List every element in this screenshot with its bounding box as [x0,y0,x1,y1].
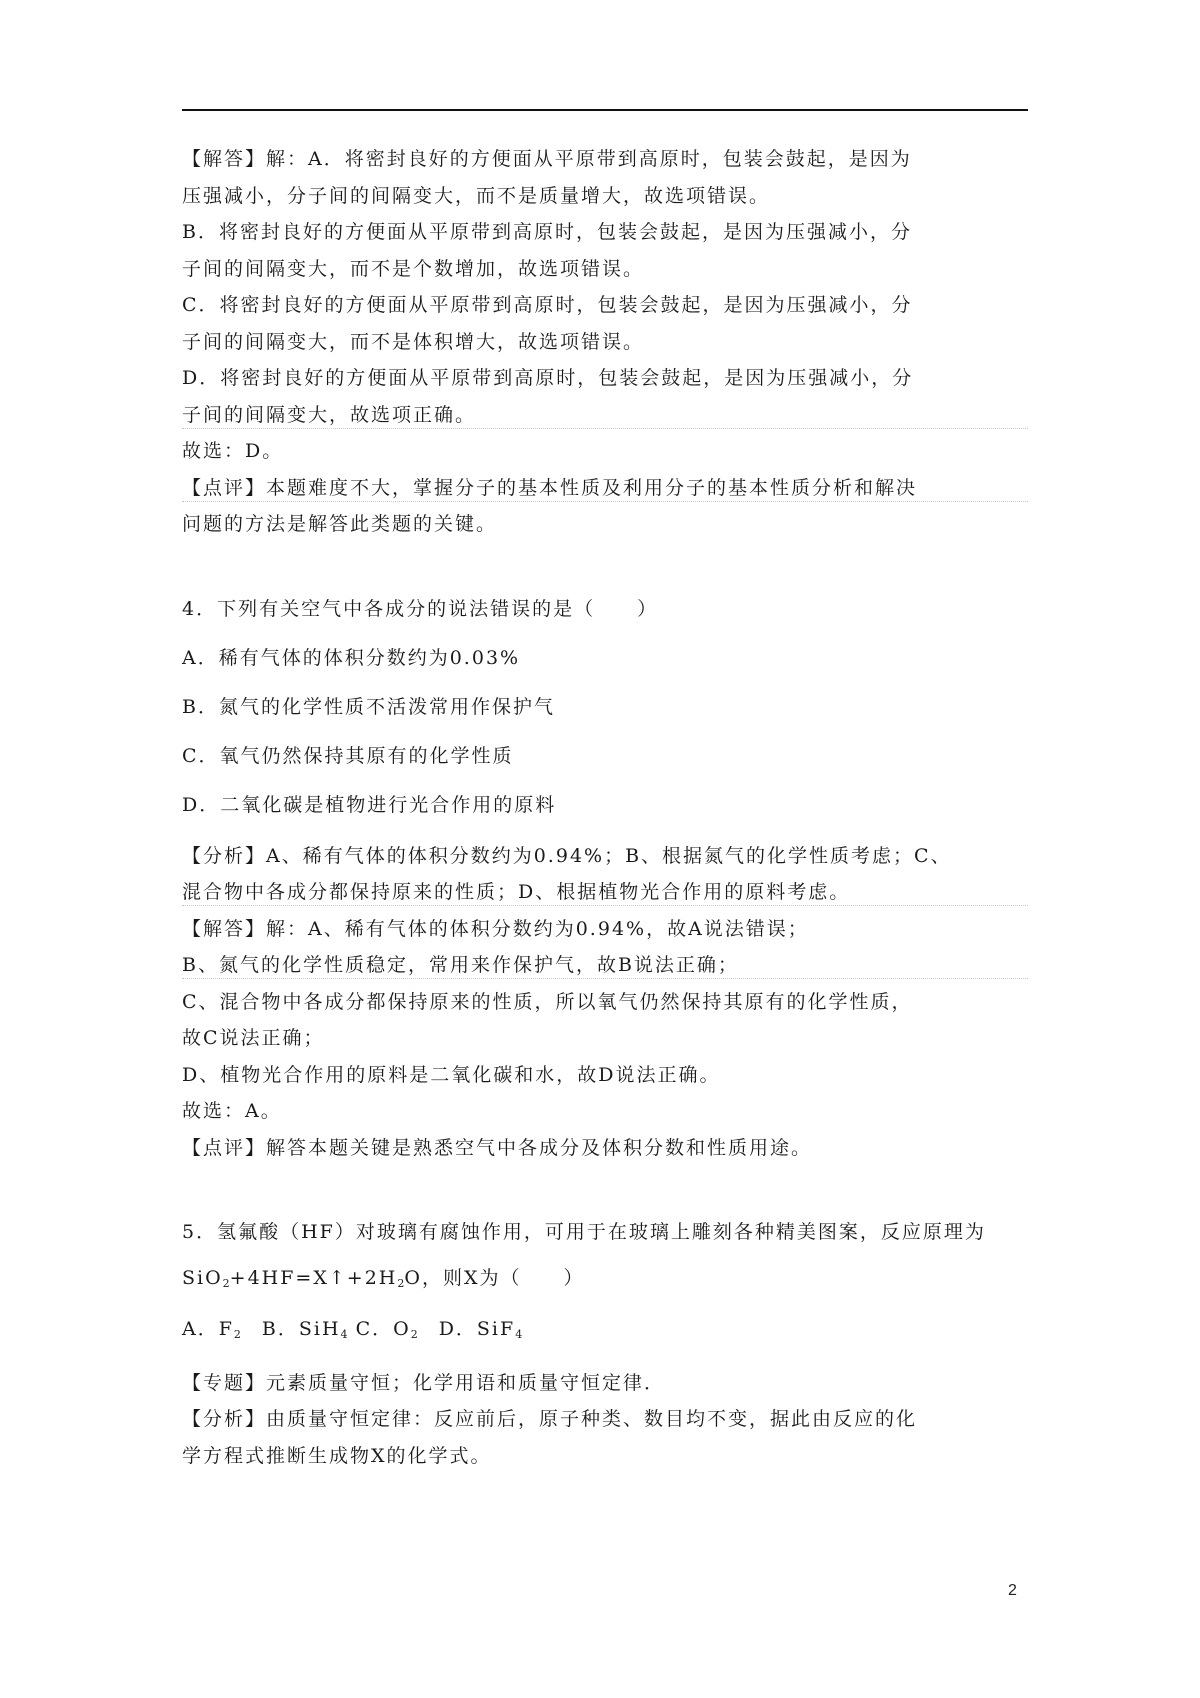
text-line: B．将密封良好的方便面从平原带到高原时，包装会鼓起，是因为压强减小，分 [182,221,912,243]
q5-equation-line: $SiO_2+4HF=X↑+2H_2O$，则X为（ ） [182,1267,585,1290]
option-d: D．SiF$_4$ [417,1318,523,1341]
option-a: A．$F_2$ [182,1318,241,1341]
text-line: C．氧气仍然保持其原有的化学性质 [182,745,514,767]
page-number: 2 [1008,1582,1017,1599]
text-line: A．稀有气体的体积分数约为0.03% [182,647,521,669]
text-line: 学方程式推断生成物X的化学式。 [182,1445,492,1467]
option-c: C．$O_2$ [347,1318,418,1341]
text-line: 子间的间隔变大，而不是体积增大，故选项错误。 [182,331,645,353]
text-line: 【解答】解：A、稀有气体的体积分数约为0.94%，故A说法错误； [182,918,809,940]
text-line: 子间的间隔变大，而不是个数增加，故选项错误。 [182,258,645,280]
text-line: 【解答】解：A．将密封良好的方便面从平原带到高原时，包装会鼓起，是因为 [182,148,912,170]
text-line: C、混合物中各成分都保持原来的性质，所以氧气仍然保持其原有的化学性质， [182,991,913,1013]
text-line: 子间的间隔变大，故选项正确。 [182,402,1028,429]
text-line: 问题的方法是解答此类题的关键。 [182,513,498,535]
header-rule [182,109,1028,111]
option-b: B．SiH$_4$ [240,1318,348,1341]
text-line: 故C说法正确； [182,1027,325,1049]
text-line: 4．下列有关空气中各成分的说法错误的是（ ） [182,598,659,620]
text-line: 故选：D。 [182,440,284,462]
text-line: 【分析】A、稀有气体的体积分数约为0.94%；B、根据氮气的化学性质考虑；C、 [182,845,952,867]
text-line: B．氮气的化学性质不活泼常用作保护气 [182,696,555,718]
text-line: 【点评】本题难度不大，掌握分子的基本性质及利用分子的基本性质分析和解决 [182,475,1028,502]
text-line: 【分析】由质量守恒定律：反应前后，原子种类、数目均不变，据此由反应的化 [182,1408,918,1430]
text-line: D．将密封良好的方便面从平原带到高原时，包装会鼓起，是因为压强减小，分 [182,367,914,389]
text-line: 故选：A。 [182,1100,282,1122]
text-line: C．将密封良好的方便面从平原带到高原时，包装会鼓起，是因为压强减小，分 [182,294,913,316]
text-line: D、植物光合作用的原料是二氧化碳和水，故D说法正确。 [182,1064,721,1086]
text-line: 【点评】解答本题关键是熟悉空气中各成分及体积分数和性质用途。 [182,1137,813,1159]
text-line: 5．氢氟酸（HF）对玻璃有腐蚀作用，可用于在玻璃上雕刻各种精美图案，反应原理为 [182,1221,986,1243]
text-line: 混合物中各成分都保持原来的性质；D、根据植物光合作用的原料考虑。 [182,879,1028,906]
text-line: 【专题】元素质量守恒；化学用语和质量守恒定律． [182,1372,666,1394]
q5-options-line [182,1316,522,1342]
text-line: D．二氧化碳是植物进行光合作用的原料 [182,794,557,816]
text-line: 压强减小，分子间的间隔变大，而不是质量增大，故选项错误。 [182,185,771,207]
text-line: B、氮气的化学性质稳定，常用来作保护气，故B说法正确； [182,952,1028,979]
